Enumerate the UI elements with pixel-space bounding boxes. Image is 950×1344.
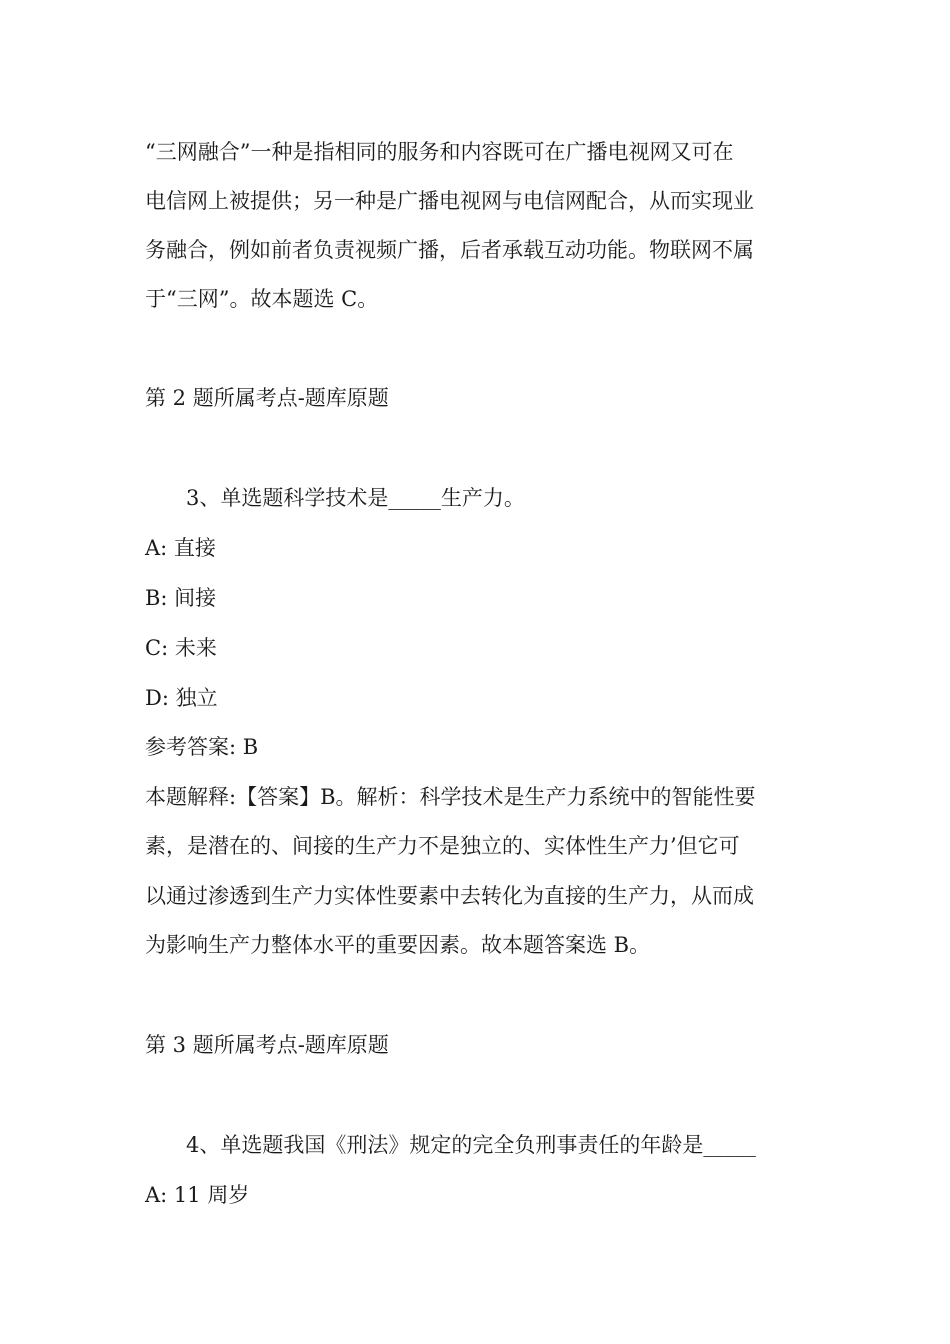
q3-option-a: A: 直接 [145, 536, 216, 560]
q3-explanation-line-2: 素，是潜在的、间接的生产力不是独立的、实体性生产力’但它可 [145, 834, 740, 858]
q2-explanation-line-4: 于“三网”。故本题选 C。 [145, 287, 379, 311]
q3-explanation-line-1: 本题解释:【答案】B。解析：科学技术是生产力系统中的智能性要 [145, 785, 756, 809]
q4-question: 4、单选题我国《刑法》规定的完全负刑事责任的年龄是_____ [186, 1133, 756, 1157]
q3-option-c: C: 未来 [145, 636, 217, 660]
q3-option-b: B: 间接 [145, 586, 217, 610]
q3-answer: 参考答案: B [145, 735, 259, 759]
q3-question: 3、单选题科学技术是_____生产力。 [186, 486, 525, 510]
q2-explanation-line-3: 务融合，例如前者负责视频广播，后者承载互动功能。物联网不属 [145, 238, 754, 262]
q3-source-label: 第 3 题所属考点-题库原题 [145, 1033, 389, 1057]
q2-explanation-line-2: 电信网上被提供；另一种是广播电视网与电信网配合，从而实现业 [145, 189, 754, 213]
q3-option-d: D: 独立 [145, 686, 218, 710]
q4-option-a: A: 11 周岁 [145, 1183, 250, 1207]
q3-explanation-line-4: 为影响生产力整体水平的重要因素。故本题答案选 B。 [145, 933, 651, 957]
q2-explanation-line-1: “三网融合”一种是指相同的服务和内容既可在广播电视网又可在 [145, 140, 734, 164]
q2-source-label: 第 2 题所属考点-题库原题 [145, 386, 389, 410]
q3-explanation-line-3: 以通过渗透到生产力实体性要素中去转化为直接的生产力，从而成 [145, 884, 754, 908]
